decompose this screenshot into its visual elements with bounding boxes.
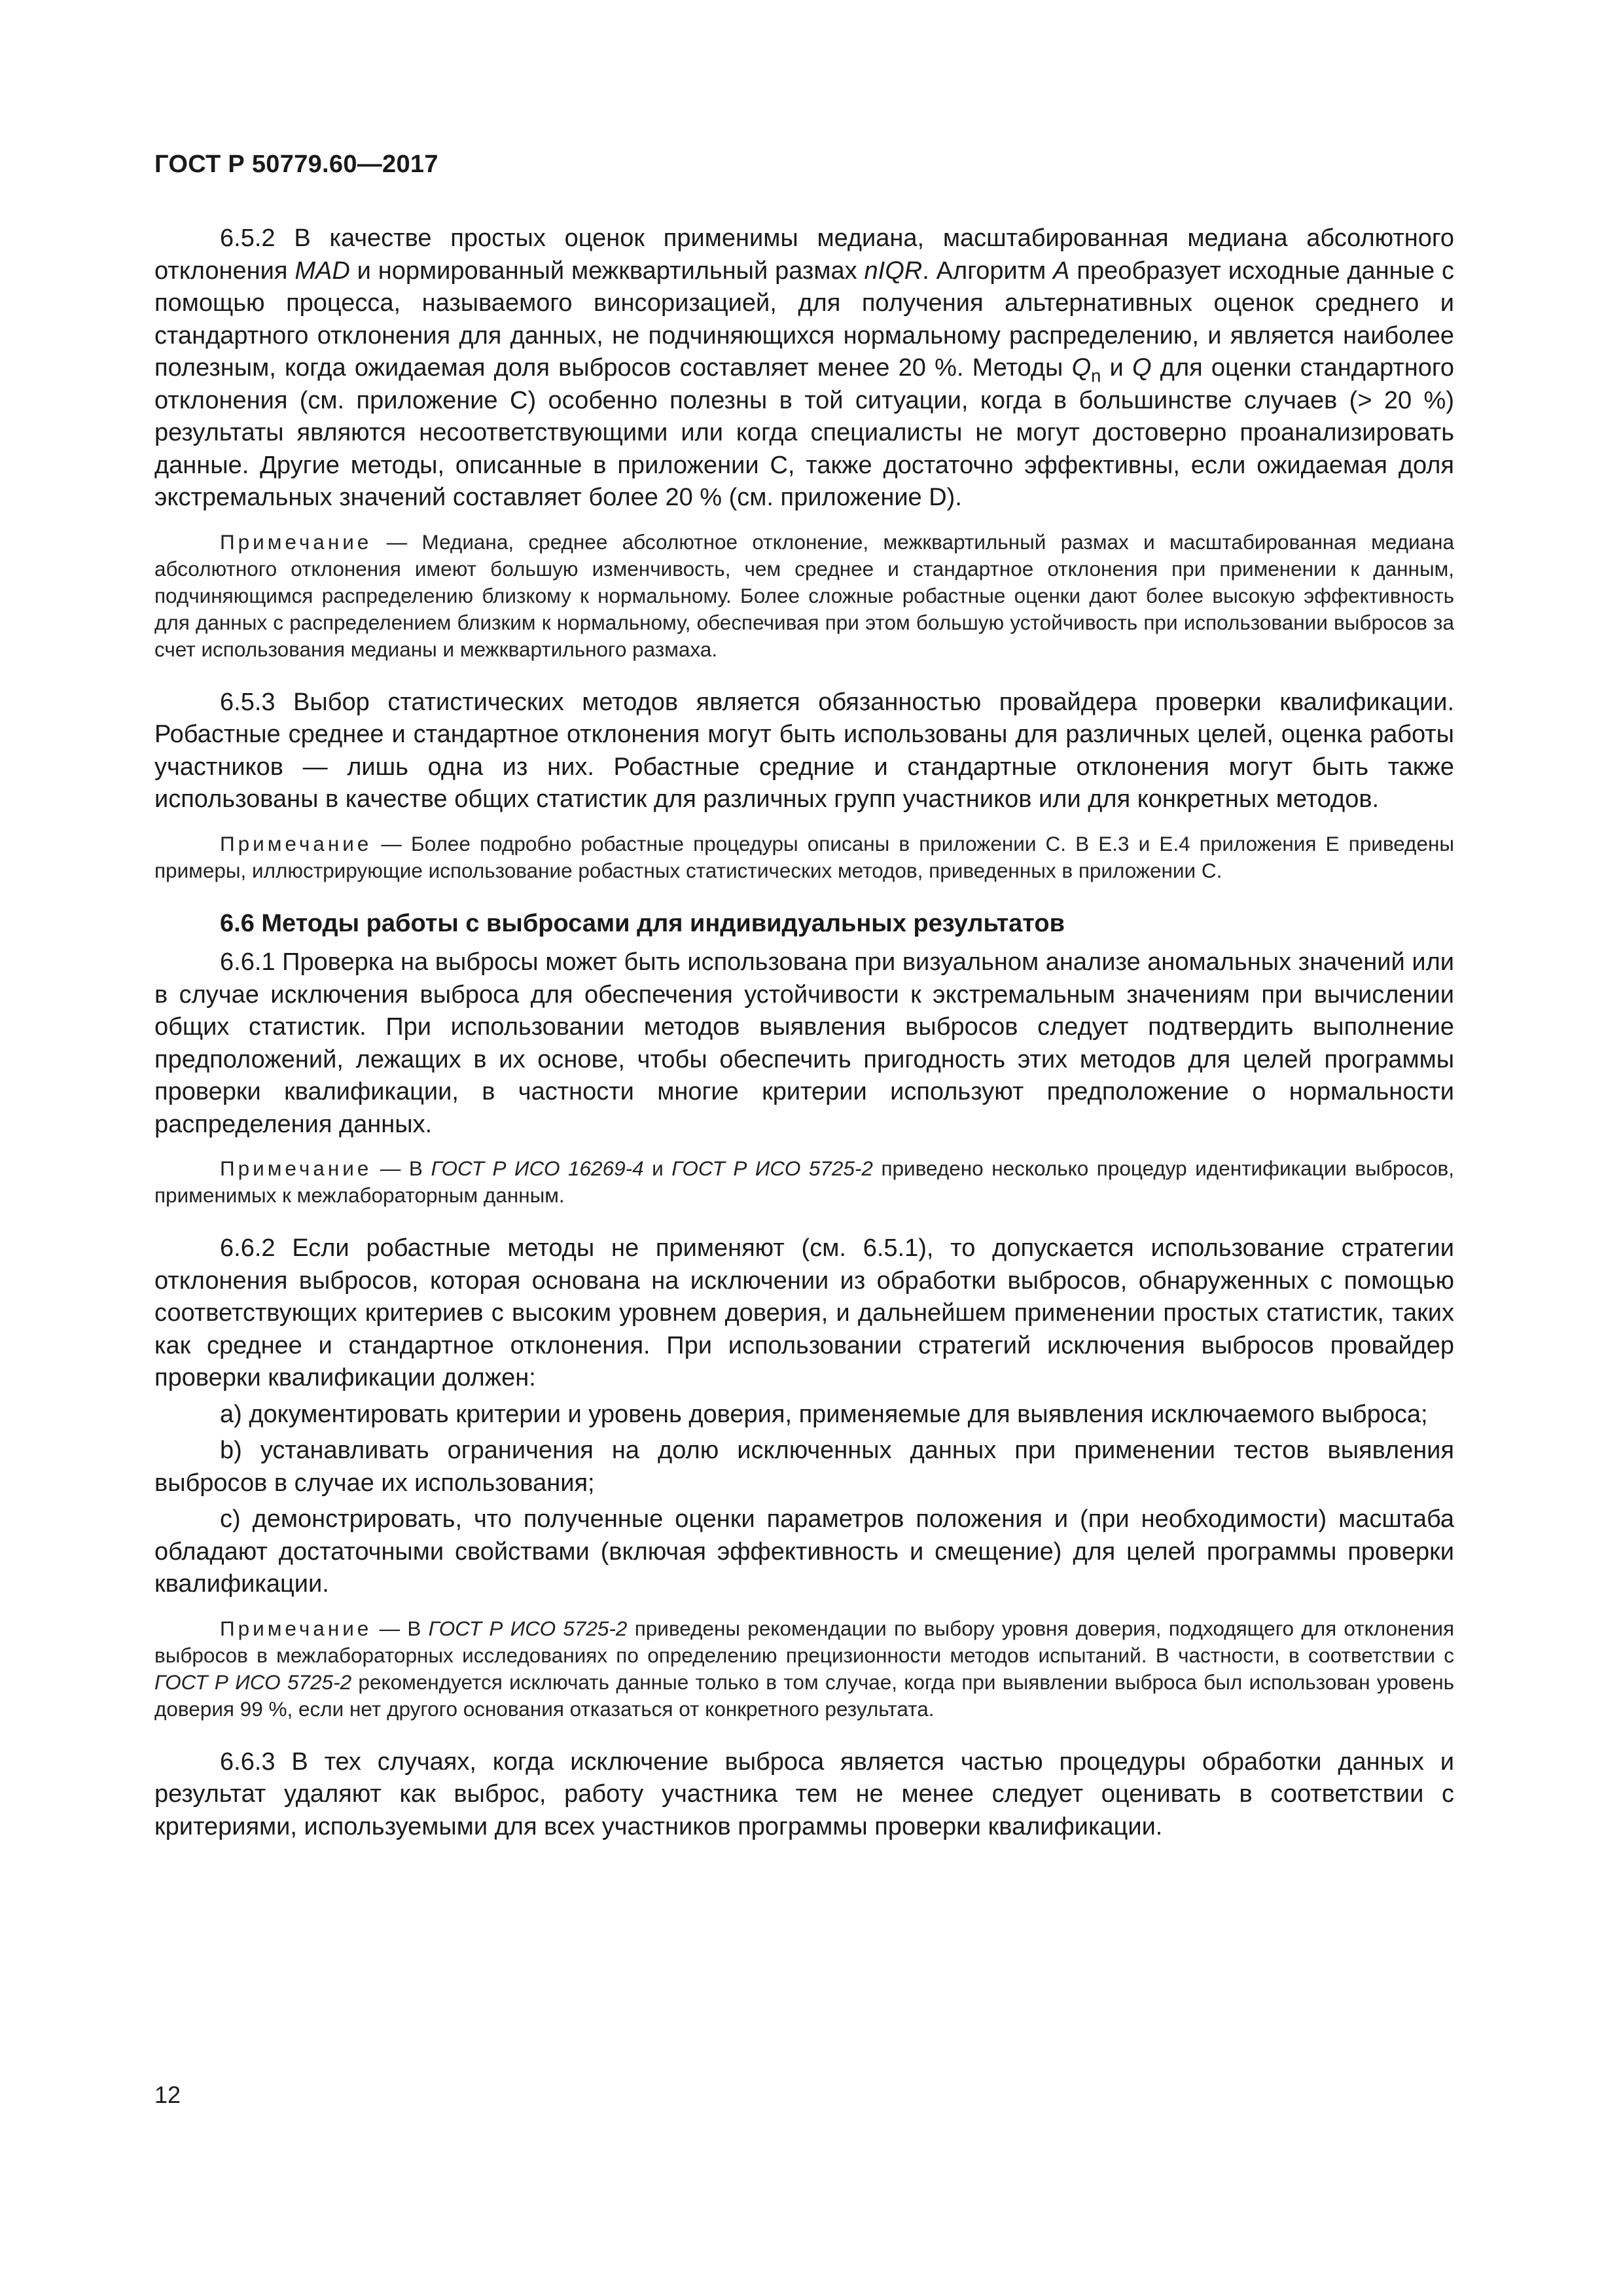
note-label: Примечание — [220, 529, 372, 554]
note-6-5-3: Примечание — Более подробно робастные процедуры описаны в приложении C. В E.3 и E.4 приложения E приведены примеры, иллюстрирующие использование робастных статистических методов, приведенных в приложении C. — [154, 831, 1454, 882]
section-heading-6-6: 6.6 Методы работы с выбросами для индивидуальных результатов — [220, 909, 1065, 937]
note-label: Примечание — [220, 831, 372, 855]
page-body — [154, 223, 1454, 1851]
paragraph-6-6-1: 6.6.1 Проверка на выбросы может быть использована при визуальном анализе аномальных значений или в случае исключения выброса для обеспечения устойчивости к экстремальным значениям при вычислении общих статистик. При использовании методов выявления выбросов следует подтвердить выполнение предположений, лежащих в их основе, чтобы обеспечить пригодность этих методов для целей программы проверки квалификации, в частности многие критерии используют предположение о нормальности распределения данных. — [154, 948, 1454, 1138]
standard-reference: ГОСТ Р ИСО 5725-2 — [671, 1157, 873, 1180]
standard-reference: ГОСТ Р ИСО 5725-2 — [428, 1616, 628, 1640]
page-number: 12 — [154, 2081, 181, 2108]
note-label: Примечание — [220, 1616, 372, 1640]
paragraph-6-6-2: 6.6.2 Если робастные методы не применяют (см. 6.5.1), то допускается использование стратегии отклонения выбросов, которая основана на исключении из обработки выбросов, обнаруженных с помощью соответствующих критериев с высоким уровнем доверия, и дальнейшем применении простых статистик, таких как среднее и стандартное отклонения. При использовании стратегий исключения выбросов провайдер проверки квалификации должен: — [154, 1234, 1454, 1391]
note-6-6-2: Примечание — В ГОСТ Р ИСО 5725-2 приведены рекомендации по выбору уровня доверия, подходящего для отклонения выбросов в межлабораторных исследованиях по определению прецизионности методов испытаний. В частности, в соответствии с ГОСТ Р ИСО 5725-2 рекомендуется исключать данные только в том случае, когда при выявлении выброса был использован уровень доверия 99 %, если нет другого основания отказаться от конкретного результата. — [154, 1616, 1455, 1721]
note-6-5-2: Примечание — Медиана, среднее абсолютное отклонение, межквартильный размах и масштабированная медиана абсолютного отклонения имеют большую изменчивость, чем среднее и стандартное отклонения при применении к данным, подчиняющимся распределению близкому к нормальному. Более сложные робастные оценки дают более высокую эффективность для данных с распределением близким к нормальному, обеспечивая при этом большую устойчивость при использовании выбросов за счет использования медианы и межквартильного размаха. — [154, 529, 1454, 661]
list-item-c: c) демонстрировать, что полученные оценки параметров положения и (при необходимости) масштаба обладают достаточными свойствами (включая эффективность и смещение) для целей программы проверки квалификации. — [154, 1505, 1454, 1598]
standard-reference: ГОСТ Р ИСО 5725-2 — [154, 1670, 352, 1694]
standard-reference: ГОСТ Р ИСО 16269-4 — [431, 1157, 644, 1180]
document-header: ГОСТ Р 50779.60—2017 — [154, 151, 438, 178]
list-item-b: b) устанавливать ограничения на долю исключенных данных при применении тестов выявления выбросов в случае их использования; — [154, 1437, 1454, 1497]
paragraph-6-6-3: 6.6.3 В тех случаях, когда исключение выброса является частью процедуры обработки данных и результат удаляют как выброс, работу участника тем не менее следует оценивать в соответствии с критериями, используемыми для всех участников программы проверки квалификации. — [154, 1748, 1454, 1840]
note-6-6-1: Примечание — В ГОСТ Р ИСО 16269-4 и ГОСТ Р ИСО 5725-2 приведено несколько процедур идентификации выбросов, применимых к межлабораторным данным. — [154, 1157, 1454, 1207]
note-label: Примечание — [220, 1157, 372, 1180]
paragraph-6-5-2: 6.5.2 В качестве простых оценок применимы медиана, масштабированная медиана абсолютного отклонения MAD и нормированный межквартильный размах nIQR. Алгоритм A преобразует исходные данные с помощью процесса, называемого винсоризацией, для получения альтернативных оценок среднего и стандартного отклонения для данных, не подчиняющихся нормальному распределению, и является наиболее полезным, когда ожидаемая доля выбросов составляет менее 20 %. Методы $Q_n$ и Q для оценки стандартного отклонения (см. приложение C) особенно полезны в той ситуации, когда в большинстве случаев (> 20 %) результаты являются несоответствующими или когда специалисты не могут достоверно проанализировать данные. Другие методы, описанные в приложении C, также достаточно эффективны, если ожидаемая доля экстремальных значений составляет более 20 % (см. приложение D). — [154, 224, 1454, 511]
paragraph-6-5-3: 6.5.3 Выбор статистических методов является обязанностью провайдера проверки квалификации. Робастные среднее и стандартное отклонения могут быть использованы для различных целей, оценка работы участников — лишь одна из них. Робастные средние и стандартные отклонения могут быть также использованы в качестве общих статистик для различных групп участников или для конкретных методов. — [154, 688, 1454, 813]
list-item-a: a) документировать критерии и уровень доверия, применяемые для выявления исключаемого выброса; — [220, 1400, 1428, 1428]
